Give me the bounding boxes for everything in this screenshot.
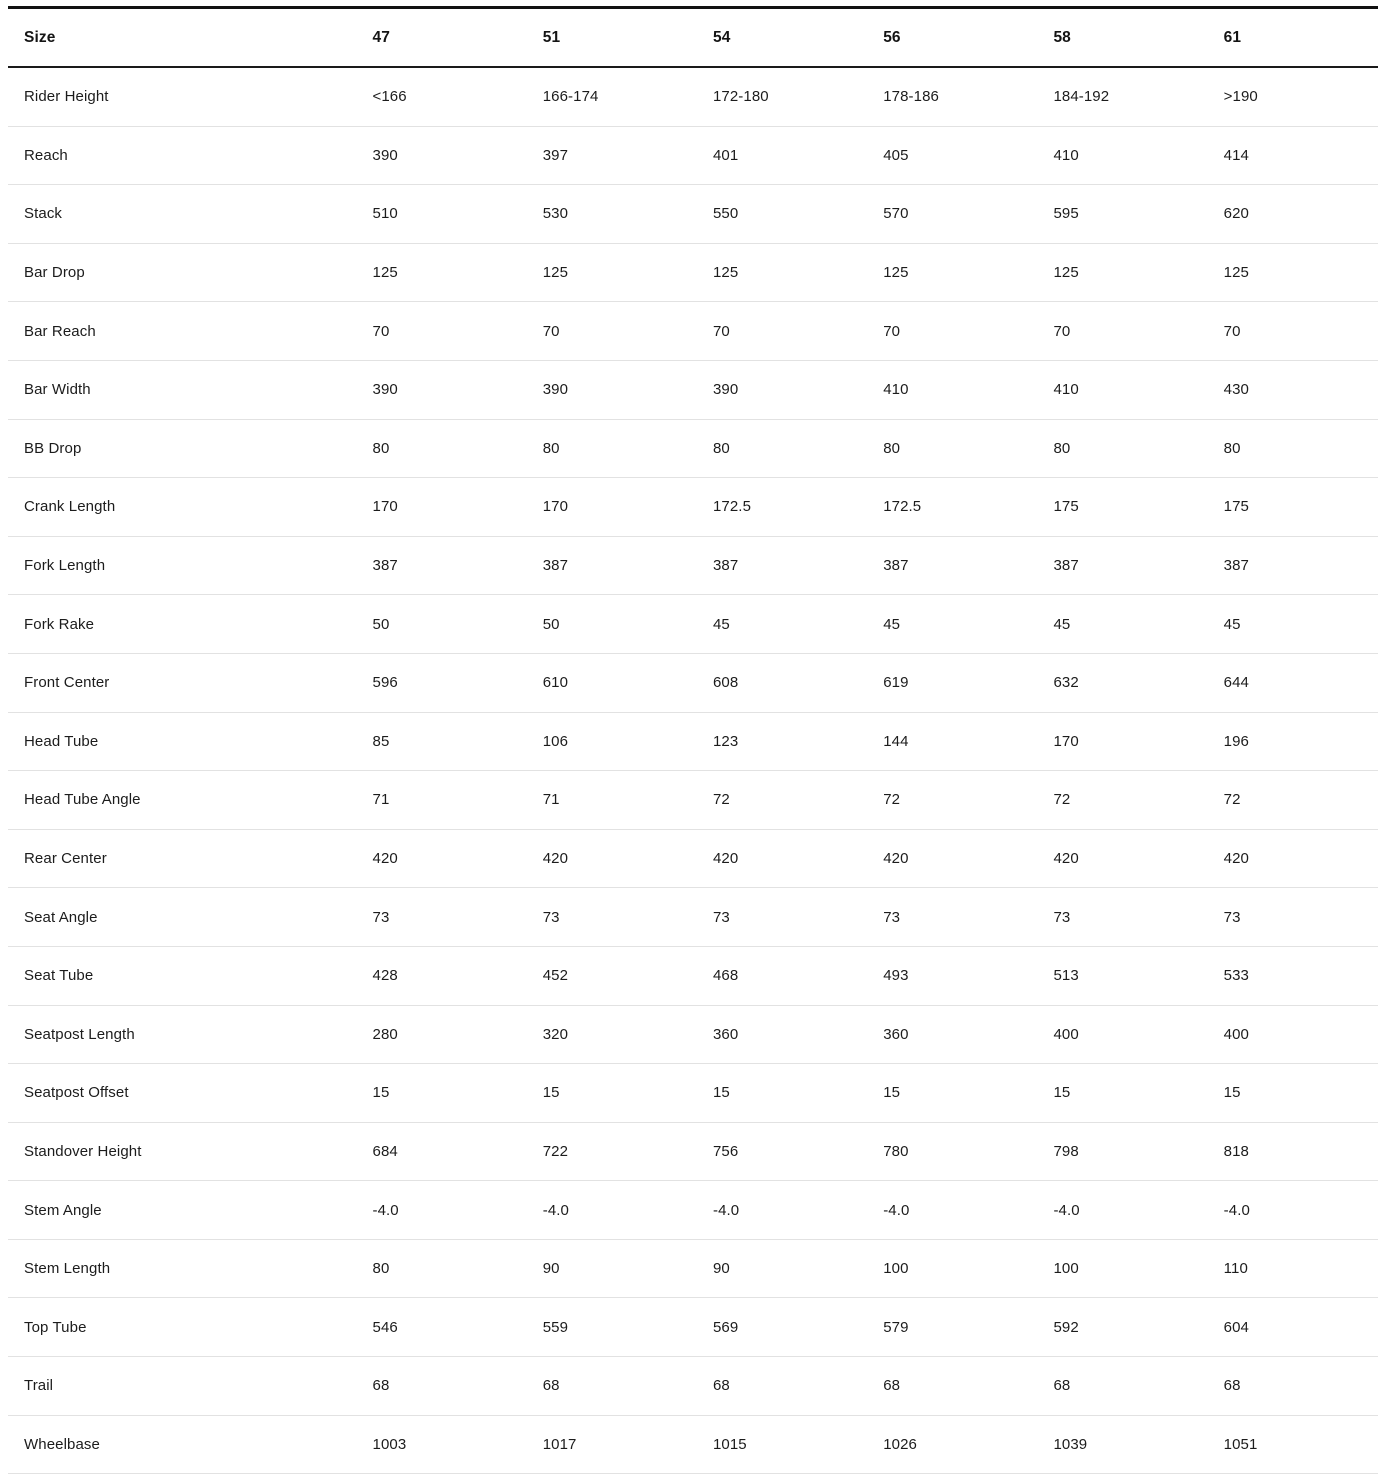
cell-value: 184-192 xyxy=(1037,67,1207,126)
cell-value: 579 xyxy=(867,1298,1037,1357)
cell-value: 619 xyxy=(867,653,1037,712)
cell-value: 125 xyxy=(697,243,867,302)
cell-value: 73 xyxy=(697,888,867,947)
cell-value: 390 xyxy=(697,360,867,419)
table-row xyxy=(8,243,1378,302)
cell-value: 123 xyxy=(697,712,867,771)
cell-value: 360 xyxy=(697,1005,867,1064)
table-row xyxy=(8,1415,1378,1474)
row-label: Bar Reach xyxy=(8,302,357,361)
cell-value: <166 xyxy=(357,67,527,126)
cell-value: 387 xyxy=(697,536,867,595)
cell-value: 15 xyxy=(867,1064,1037,1123)
cell-value: 420 xyxy=(357,829,527,888)
geometry-table-body xyxy=(8,67,1378,1474)
cell-value: 90 xyxy=(697,1239,867,1298)
cell-value: 71 xyxy=(357,771,527,830)
cell-value: 70 xyxy=(867,302,1037,361)
table-row xyxy=(8,888,1378,947)
cell-value: 390 xyxy=(527,360,697,419)
cell-value: 172.5 xyxy=(867,478,1037,537)
cell-value: 596 xyxy=(357,653,527,712)
row-label: Rider Height xyxy=(8,67,357,126)
cell-value: 45 xyxy=(867,595,1037,654)
cell-value: 387 xyxy=(867,536,1037,595)
cell-value: 70 xyxy=(1037,302,1207,361)
table-row xyxy=(8,126,1378,185)
cell-value: -4.0 xyxy=(527,1181,697,1240)
cell-value: -4.0 xyxy=(867,1181,1037,1240)
cell-value: 45 xyxy=(1208,595,1378,654)
cell-value: 420 xyxy=(527,829,697,888)
size-column-header: 56 xyxy=(867,8,1037,68)
cell-value: 1039 xyxy=(1037,1415,1207,1474)
cell-value: 72 xyxy=(1037,771,1207,830)
cell-value: 420 xyxy=(1037,829,1207,888)
cell-value: 80 xyxy=(357,1239,527,1298)
cell-value: 68 xyxy=(1037,1357,1207,1416)
cell-value: 71 xyxy=(527,771,697,830)
cell-value: 106 xyxy=(527,712,697,771)
cell-value: 400 xyxy=(1208,1005,1378,1064)
cell-value: 175 xyxy=(1208,478,1378,537)
cell-value: 70 xyxy=(1208,302,1378,361)
cell-value: 70 xyxy=(527,302,697,361)
cell-value: 125 xyxy=(867,243,1037,302)
cell-value: 620 xyxy=(1208,185,1378,244)
cell-value: 15 xyxy=(697,1064,867,1123)
cell-value: -4.0 xyxy=(357,1181,527,1240)
row-label: Standover Height xyxy=(8,1122,357,1181)
cell-value: 170 xyxy=(527,478,697,537)
cell-value: 125 xyxy=(357,243,527,302)
cell-value: 15 xyxy=(1037,1064,1207,1123)
cell-value: 546 xyxy=(357,1298,527,1357)
row-label: Crank Length xyxy=(8,478,357,537)
size-column-header: 54 xyxy=(697,8,867,68)
cell-value: 80 xyxy=(697,419,867,478)
size-column-header: 58 xyxy=(1037,8,1207,68)
cell-value: 410 xyxy=(1037,126,1207,185)
cell-value: -4.0 xyxy=(1208,1181,1378,1240)
size-header-label: Size xyxy=(8,8,357,68)
cell-value: 125 xyxy=(527,243,697,302)
cell-value: 50 xyxy=(527,595,697,654)
cell-value: 387 xyxy=(1208,536,1378,595)
row-label: Reach xyxy=(8,126,357,185)
cell-value: 1015 xyxy=(697,1415,867,1474)
cell-value: 45 xyxy=(697,595,867,654)
table-row xyxy=(8,1005,1378,1064)
cell-value: 68 xyxy=(1208,1357,1378,1416)
cell-value: 756 xyxy=(697,1122,867,1181)
header-row xyxy=(8,8,1378,68)
row-label: Head Tube xyxy=(8,712,357,771)
cell-value: 530 xyxy=(527,185,697,244)
row-label: BB Drop xyxy=(8,419,357,478)
size-column-header: 61 xyxy=(1208,8,1378,68)
geometry-table-header xyxy=(8,8,1378,68)
cell-value: 420 xyxy=(867,829,1037,888)
cell-value: 420 xyxy=(697,829,867,888)
cell-value: 513 xyxy=(1037,946,1207,1005)
row-label: Rear Center xyxy=(8,829,357,888)
cell-value: 550 xyxy=(697,185,867,244)
table-row xyxy=(8,536,1378,595)
cell-value: 125 xyxy=(1037,243,1207,302)
cell-value: 73 xyxy=(357,888,527,947)
cell-value: 320 xyxy=(527,1005,697,1064)
row-label: Front Center xyxy=(8,653,357,712)
table-row xyxy=(8,360,1378,419)
cell-value: 1003 xyxy=(357,1415,527,1474)
cell-value: 592 xyxy=(1037,1298,1207,1357)
table-row xyxy=(8,1064,1378,1123)
cell-value: 45 xyxy=(1037,595,1207,654)
row-label: Stack xyxy=(8,185,357,244)
table-row xyxy=(8,829,1378,888)
table-row xyxy=(8,771,1378,830)
cell-value: 1017 xyxy=(527,1415,697,1474)
cell-value: 100 xyxy=(1037,1239,1207,1298)
cell-value: 610 xyxy=(527,653,697,712)
cell-value: 430 xyxy=(1208,360,1378,419)
table-row xyxy=(8,946,1378,1005)
cell-value: 68 xyxy=(527,1357,697,1416)
table-row xyxy=(8,653,1378,712)
row-label: Bar Drop xyxy=(8,243,357,302)
table-row xyxy=(8,1181,1378,1240)
row-label: Seatpost Offset xyxy=(8,1064,357,1123)
cell-value: 360 xyxy=(867,1005,1037,1064)
cell-value: 410 xyxy=(867,360,1037,419)
cell-value: 559 xyxy=(527,1298,697,1357)
table-row xyxy=(8,1298,1378,1357)
cell-value: -4.0 xyxy=(697,1181,867,1240)
table-row xyxy=(8,1357,1378,1416)
cell-value: 68 xyxy=(867,1357,1037,1416)
cell-value: 85 xyxy=(357,712,527,771)
table-row xyxy=(8,1122,1378,1181)
cell-value: 722 xyxy=(527,1122,697,1181)
cell-value: 401 xyxy=(697,126,867,185)
cell-value: 80 xyxy=(357,419,527,478)
table-row xyxy=(8,419,1378,478)
cell-value: 80 xyxy=(867,419,1037,478)
cell-value: 15 xyxy=(1208,1064,1378,1123)
cell-value: 73 xyxy=(527,888,697,947)
cell-value: 90 xyxy=(527,1239,697,1298)
cell-value: 570 xyxy=(867,185,1037,244)
row-label: Trail xyxy=(8,1357,357,1416)
cell-value: 73 xyxy=(1208,888,1378,947)
cell-value: 387 xyxy=(527,536,697,595)
table-row xyxy=(8,478,1378,537)
table-row xyxy=(8,185,1378,244)
cell-value: 50 xyxy=(357,595,527,654)
cell-value: 390 xyxy=(357,126,527,185)
cell-value: 172-180 xyxy=(697,67,867,126)
row-label: Top Tube xyxy=(8,1298,357,1357)
row-label: Fork Length xyxy=(8,536,357,595)
cell-value: 452 xyxy=(527,946,697,1005)
table-row xyxy=(8,302,1378,361)
cell-value: 410 xyxy=(1037,360,1207,419)
cell-value: 144 xyxy=(867,712,1037,771)
cell-value: 468 xyxy=(697,946,867,1005)
size-column-header: 47 xyxy=(357,8,527,68)
cell-value: 390 xyxy=(357,360,527,419)
cell-value: 684 xyxy=(357,1122,527,1181)
cell-value: 73 xyxy=(867,888,1037,947)
table-row xyxy=(8,67,1378,126)
cell-value: 110 xyxy=(1208,1239,1378,1298)
row-label: Bar Width xyxy=(8,360,357,419)
row-label: Seatpost Length xyxy=(8,1005,357,1064)
cell-value: 68 xyxy=(697,1357,867,1416)
cell-value: 166-174 xyxy=(527,67,697,126)
cell-value: 493 xyxy=(867,946,1037,1005)
row-label: Head Tube Angle xyxy=(8,771,357,830)
table-row xyxy=(8,595,1378,654)
row-label: Stem Angle xyxy=(8,1181,357,1240)
cell-value: 387 xyxy=(1037,536,1207,595)
table-row xyxy=(8,1239,1378,1298)
geometry-table xyxy=(8,6,1378,1474)
cell-value: 172.5 xyxy=(697,478,867,537)
cell-value: >190 xyxy=(1208,67,1378,126)
cell-value: 15 xyxy=(527,1064,697,1123)
cell-value: 15 xyxy=(357,1064,527,1123)
cell-value: 595 xyxy=(1037,185,1207,244)
cell-value: 125 xyxy=(1208,243,1378,302)
cell-value: 387 xyxy=(357,536,527,595)
row-label: Seat Tube xyxy=(8,946,357,1005)
cell-value: 68 xyxy=(357,1357,527,1416)
cell-value: 608 xyxy=(697,653,867,712)
cell-value: 405 xyxy=(867,126,1037,185)
cell-value: 170 xyxy=(1037,712,1207,771)
cell-value: 196 xyxy=(1208,712,1378,771)
cell-value: 170 xyxy=(357,478,527,537)
cell-value: 569 xyxy=(697,1298,867,1357)
cell-value: 510 xyxy=(357,185,527,244)
cell-value: -4.0 xyxy=(1037,1181,1207,1240)
cell-value: 604 xyxy=(1208,1298,1378,1357)
row-label: Fork Rake xyxy=(8,595,357,654)
cell-value: 428 xyxy=(357,946,527,1005)
cell-value: 420 xyxy=(1208,829,1378,888)
cell-value: 798 xyxy=(1037,1122,1207,1181)
cell-value: 175 xyxy=(1037,478,1207,537)
cell-value: 280 xyxy=(357,1005,527,1064)
size-column-header: 51 xyxy=(527,8,697,68)
cell-value: 1051 xyxy=(1208,1415,1378,1474)
cell-value: 780 xyxy=(867,1122,1037,1181)
cell-value: 400 xyxy=(1037,1005,1207,1064)
cell-value: 644 xyxy=(1208,653,1378,712)
cell-value: 397 xyxy=(527,126,697,185)
cell-value: 73 xyxy=(1037,888,1207,947)
cell-value: 100 xyxy=(867,1239,1037,1298)
cell-value: 80 xyxy=(1208,419,1378,478)
cell-value: 818 xyxy=(1208,1122,1378,1181)
cell-value: 80 xyxy=(527,419,697,478)
cell-value: 1026 xyxy=(867,1415,1037,1474)
table-row xyxy=(8,712,1378,771)
cell-value: 80 xyxy=(1037,419,1207,478)
cell-value: 72 xyxy=(697,771,867,830)
cell-value: 70 xyxy=(697,302,867,361)
cell-value: 533 xyxy=(1208,946,1378,1005)
cell-value: 414 xyxy=(1208,126,1378,185)
row-label: Wheelbase xyxy=(8,1415,357,1474)
cell-value: 72 xyxy=(867,771,1037,830)
row-label: Stem Length xyxy=(8,1239,357,1298)
cell-value: 70 xyxy=(357,302,527,361)
cell-value: 632 xyxy=(1037,653,1207,712)
row-label: Seat Angle xyxy=(8,888,357,947)
cell-value: 72 xyxy=(1208,771,1378,830)
cell-value: 178-186 xyxy=(867,67,1037,126)
